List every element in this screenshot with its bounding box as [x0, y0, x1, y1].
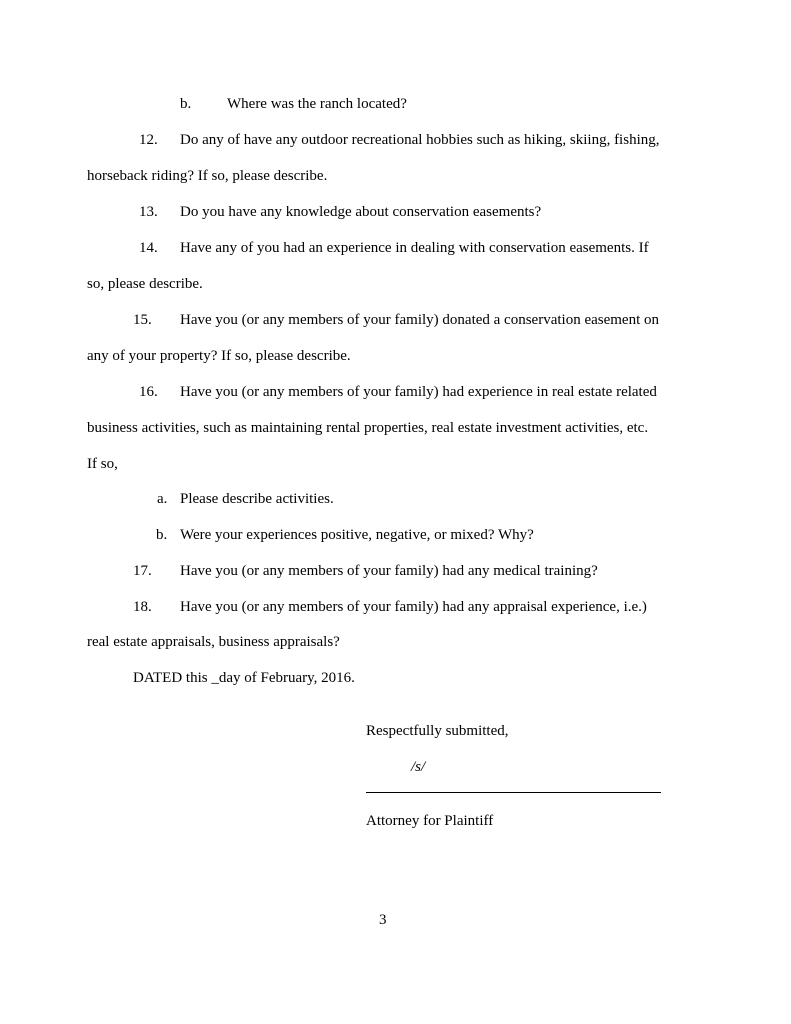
question-11b-number: b.: [180, 96, 192, 112]
question-13-text: Do you have any knowledge about conservation easements?: [180, 204, 542, 220]
question-14-line1: Have any of you had an experience in dealing with conservation easements. If: [180, 240, 649, 256]
question-13-number: 13.: [139, 204, 158, 220]
question-16-number: 16.: [139, 384, 158, 400]
question-15-line1: Have you (or any members of your family) donated a conservation easement on: [180, 312, 660, 328]
question-16b-text: Were your experiences positive, negative, or mixed? Why?: [180, 527, 534, 543]
closing-text: Respectfully submitted,: [366, 723, 509, 739]
question-14-number: 14.: [139, 240, 158, 256]
dated-line: DATED this _day of February, 2016.: [133, 670, 355, 686]
question-16-line1: Have you (or any members of your family) had experience in real estate related: [180, 384, 657, 400]
signer-role: Attorney for Plaintiff: [366, 813, 494, 829]
question-18-line2: real estate appraisals, business appraisals?: [87, 634, 340, 650]
question-16b-number: b.: [156, 527, 168, 543]
question-15-number: 15.: [133, 312, 152, 328]
question-16-line2: business activities, such as maintaining rental properties, real estate investment activities, etc.: [87, 420, 649, 436]
question-11b-text: Where was the ranch located?: [227, 96, 407, 112]
question-14-line2: so, please describe.: [87, 276, 203, 292]
signature-mark: /s/: [411, 759, 426, 775]
question-15-line2: any of your property? If so, please describe.: [87, 348, 351, 364]
question-17-number: 17.: [133, 563, 152, 579]
question-16a-number: a.: [157, 491, 168, 507]
question-12-line2: horseback riding? If so, please describe.: [87, 168, 328, 184]
question-17-text: Have you (or any members of your family) had any medical training?: [180, 563, 598, 579]
page-number: 3: [379, 912, 387, 928]
signature-line: [366, 792, 661, 793]
question-12-number: 12.: [139, 132, 158, 148]
question-18-line1: Have you (or any members of your family) had any appraisal experience, i.e.): [180, 599, 647, 615]
question-16a-text: Please describe activities.: [180, 491, 334, 507]
question-12-line1: Do any of have any outdoor recreational hobbies such as hiking, skiing, fishing,: [180, 132, 660, 148]
question-16-line3: If so,: [87, 456, 118, 472]
question-18-number: 18.: [133, 599, 152, 615]
